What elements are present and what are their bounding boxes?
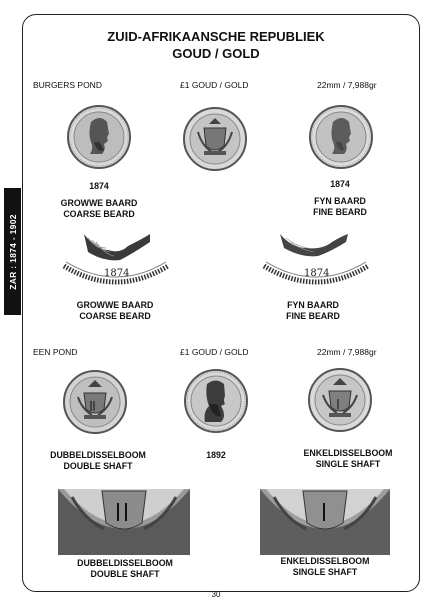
detail-right-caption-en: FINE BEARD [286,311,340,321]
detail-left-caption-nl: GROWWE BAARD [76,300,154,310]
page-subtitle: GOUD / GOLD [172,46,260,61]
detail-left-caption-en: COARSE BEARD [79,311,151,321]
detail2-left-caption-nl: DUBBELDISSELBOOM [77,558,173,568]
coin2-left-caption-nl: DUBBELDISSELBOOM [50,450,146,460]
section1-center-label: £1 GOUD / GOLD [180,80,249,90]
coin-right-caption-en: FINE BEARD [313,207,367,217]
coin-burgers-coarse-beard [66,104,132,170]
detail-coarse-date: 1874 [104,268,130,279]
coin-left-caption-en: COARSE BEARD [63,209,135,219]
detail2-right-caption-en: SINGLE SHAFT [292,567,358,577]
detail-double-shaft [58,489,190,555]
coin-single-shaft [307,367,373,433]
coin2-center-year: 1892 [206,450,226,460]
coin2-right-caption-en: SINGLE SHAFT [315,459,381,469]
detail-single-shaft [260,489,390,555]
detail-fine-beard [262,232,370,288]
section1-right-label: 22mm / 7,988gr [317,80,377,90]
side-tab [4,188,21,315]
side-tab-label: ZAR : 1874 - 1902 [7,213,18,290]
detail2-right-caption-nl: ENKELDISSELBOOM [280,556,370,566]
coin-right-caption-nl: FYN BAARD [314,196,366,206]
coin2-left-caption-en: DOUBLE SHAFT [63,461,133,471]
coin2-right-caption-nl: ENKELDISSELBOOM [303,448,393,458]
page-number: 30 [211,590,221,599]
section2-left-label: EEN POND [33,347,78,357]
section1-left-label: BURGERS POND [33,80,102,90]
section2-center-label: £1 GOUD / GOLD [180,347,249,357]
section2-right-label: 22mm / 7,988gr [317,347,377,357]
coin-double-shaft [62,369,128,435]
coin-right-year: 1874 [330,179,350,189]
coin-left-year: 1874 [89,181,109,191]
coin-arms-reverse-1874 [182,106,248,172]
page-title: ZUID-AFRIKAANSCHE REPUBLIEK [107,29,325,44]
coin-left-caption-nl: GROWWE BAARD [60,198,138,208]
coin-kruger-1892 [183,368,249,434]
detail2-left-caption-en: DOUBLE SHAFT [90,569,160,579]
coin-burgers-fine-beard [308,104,374,170]
detail-coarse-beard [62,232,170,288]
detail-fine-date: 1874 [304,268,330,279]
detail-right-caption-nl: FYN BAARD [287,300,339,310]
